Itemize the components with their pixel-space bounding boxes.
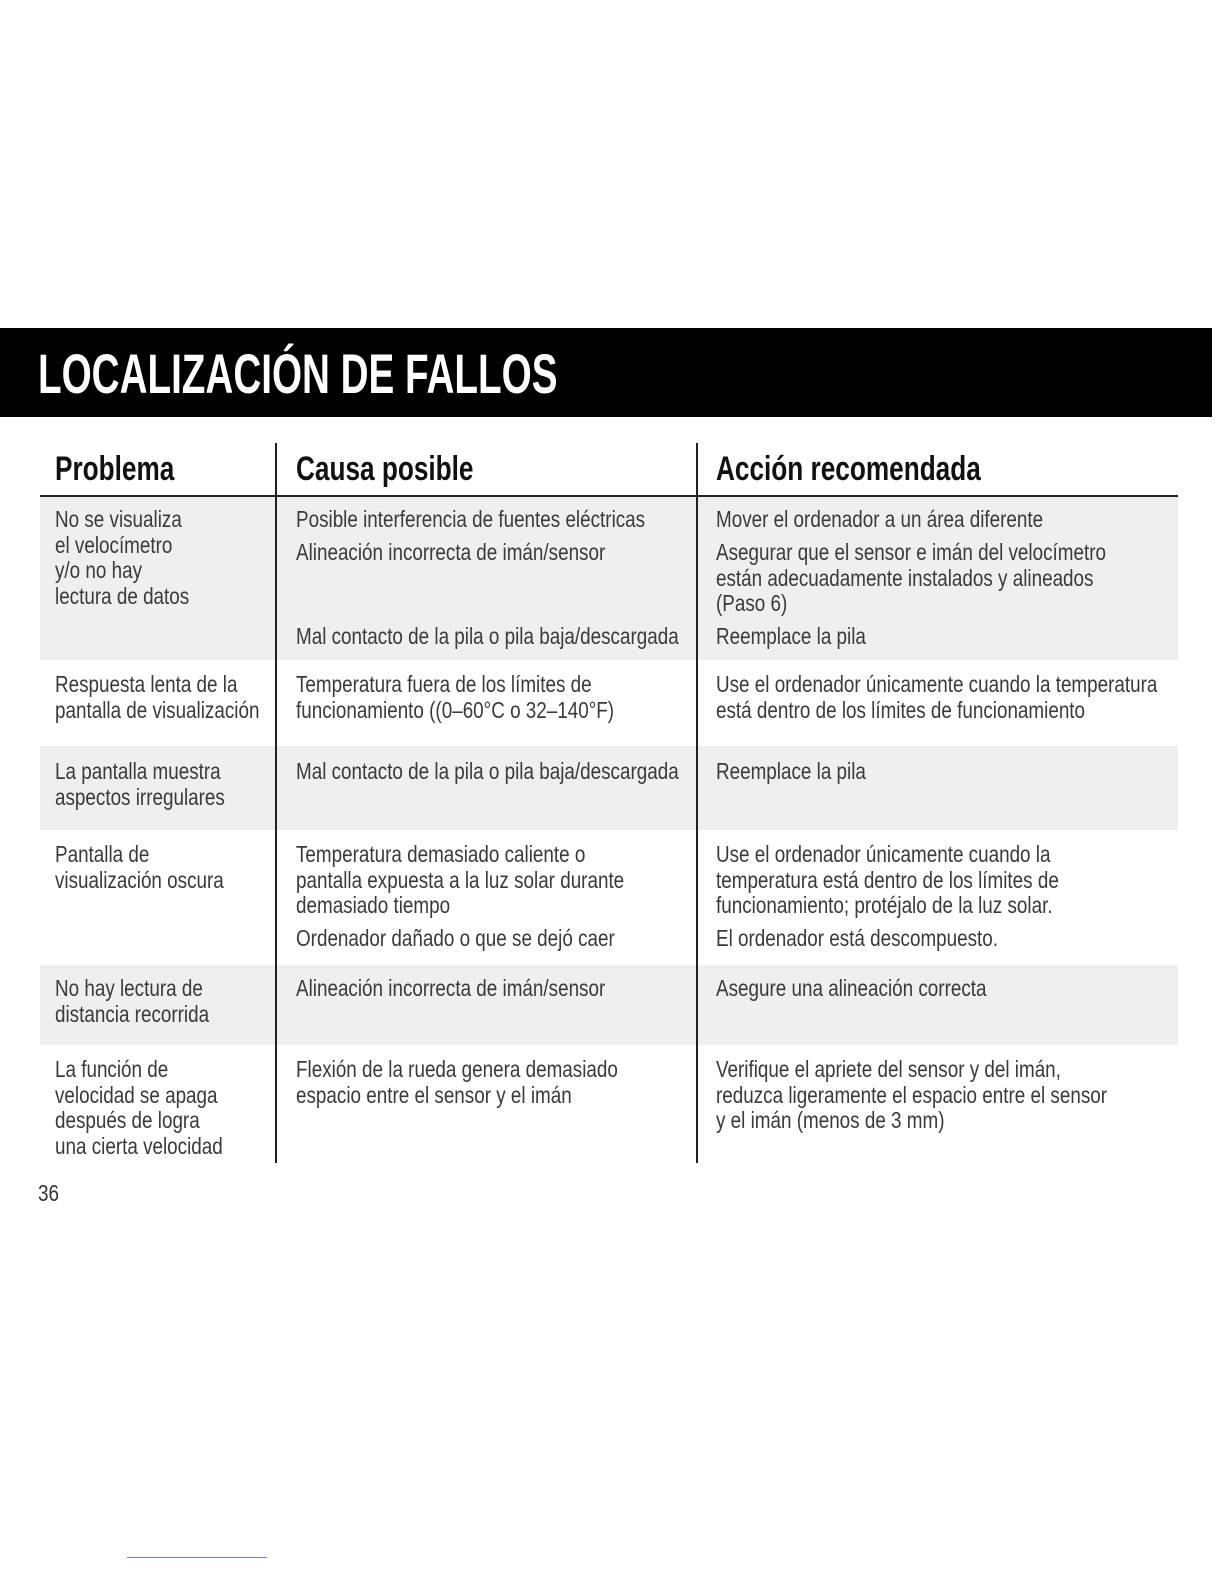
action-cell	[697, 1057, 1178, 1159]
table-row	[40, 660, 1178, 746]
problem-cell	[40, 842, 276, 952]
problem-text: No se visualiza el velocímetro y/o no hay lectura de datos	[55, 506, 190, 609]
action-text: El ordenador está descompuesto.	[716, 925, 999, 951]
action-cell	[697, 507, 1178, 533]
action-cell	[697, 672, 1178, 723]
problem-cell	[40, 507, 276, 650]
action-text: Asegurar que el sensor e imán del velocímetro están adecuadamente instalados y alineados (Paso 6)	[716, 539, 1106, 616]
table-row	[40, 830, 1178, 965]
table-row	[40, 497, 1178, 660]
header-action-label: Acción recomendada	[716, 450, 981, 488]
action-cell	[697, 624, 1178, 650]
action-text: Reemplace la pila	[716, 758, 866, 784]
problem-cell	[40, 976, 276, 1027]
column-divider-1	[275, 443, 277, 1163]
problem-text: No hay lectura de distancia recorrida	[55, 975, 210, 1027]
cause-cell	[276, 759, 697, 810]
action-cell	[697, 759, 1178, 810]
cause-cell	[276, 976, 697, 1027]
table-row	[40, 1045, 1178, 1162]
action-text: Reemplace la pila	[716, 623, 866, 649]
cause-text: Temperatura fuera de los límites de funcionamiento ((0–60°C o 32–140°F)	[296, 671, 615, 723]
column-divider-2	[696, 443, 698, 1163]
problem-text: La pantalla muestra aspectos irregulares	[55, 758, 225, 810]
header-cause-label: Causa posible	[296, 450, 474, 488]
page-number: 36	[38, 1180, 59, 1206]
cause-cell	[276, 672, 697, 723]
cause-text: Ordenador dañado o que se dejó caer	[296, 925, 615, 951]
cause-text: Flexión de la rueda genera demasiado espacio entre el sensor y el imán	[296, 1056, 618, 1108]
cause-text: Posible interferencia de fuentes eléctricas	[296, 506, 646, 532]
problem-text: La función de velocidad se apaga después de logra una cierta velocidad	[55, 1056, 223, 1159]
problem-text: Respuesta lenta de la pantalla de visualización	[55, 671, 260, 723]
table-row	[40, 746, 1178, 830]
cause-cell	[276, 540, 697, 617]
footer-link-underline	[127, 1557, 267, 1558]
header-problem-label: Problema	[55, 450, 175, 488]
header-problem	[40, 443, 276, 496]
action-text: Use el ordenador únicamente cuando la temperatura está dentro de los límites de funcionamiento	[716, 671, 1158, 723]
cause-text: Alineación incorrecta de imán/sensor	[296, 539, 606, 565]
problem-text: Pantalla de visualización oscura	[55, 841, 224, 893]
cause-cell	[276, 842, 697, 919]
cause-text: Alineación incorrecta de imán/sensor	[296, 975, 606, 1001]
cause-text: Temperatura demasiado caliente o pantalla expuesta a la luz solar durante demasiado tiempo	[296, 841, 625, 918]
header-action	[697, 443, 1178, 496]
action-text: Use el ordenador únicamente cuando la temperatura está dentro de los límites de funcionamiento; protéjalo de la luz solar.	[716, 841, 1059, 918]
action-text: Mover el ordenador a un área diferente	[716, 506, 1044, 532]
cause-cell	[276, 926, 697, 952]
page-title: LOCALIZACIÓN DE FALLOS	[38, 342, 558, 405]
cause-cell	[276, 624, 697, 650]
table-header	[40, 443, 1178, 496]
problem-cell	[40, 759, 276, 810]
action-text: Verifique el apriete del sensor y del imán, reduzca ligeramente el espacio entre el sensor y el imán (menos de 3 mm)	[716, 1056, 1108, 1133]
problem-cell	[40, 672, 276, 723]
table-row	[40, 965, 1178, 1045]
problem-cell	[40, 1057, 276, 1159]
action-cell	[697, 540, 1178, 617]
action-cell	[697, 926, 1178, 952]
cause-cell	[276, 507, 697, 533]
cause-cell	[276, 1057, 697, 1159]
header-cause	[276, 443, 697, 496]
cause-text: Mal contacto de la pila o pila baja/descargada	[296, 623, 679, 649]
action-text: Asegure una alineación correcta	[716, 975, 987, 1001]
cause-text: Mal contacto de la pila o pila baja/descargada	[296, 758, 679, 784]
action-cell	[697, 976, 1178, 1027]
action-cell	[697, 842, 1178, 919]
